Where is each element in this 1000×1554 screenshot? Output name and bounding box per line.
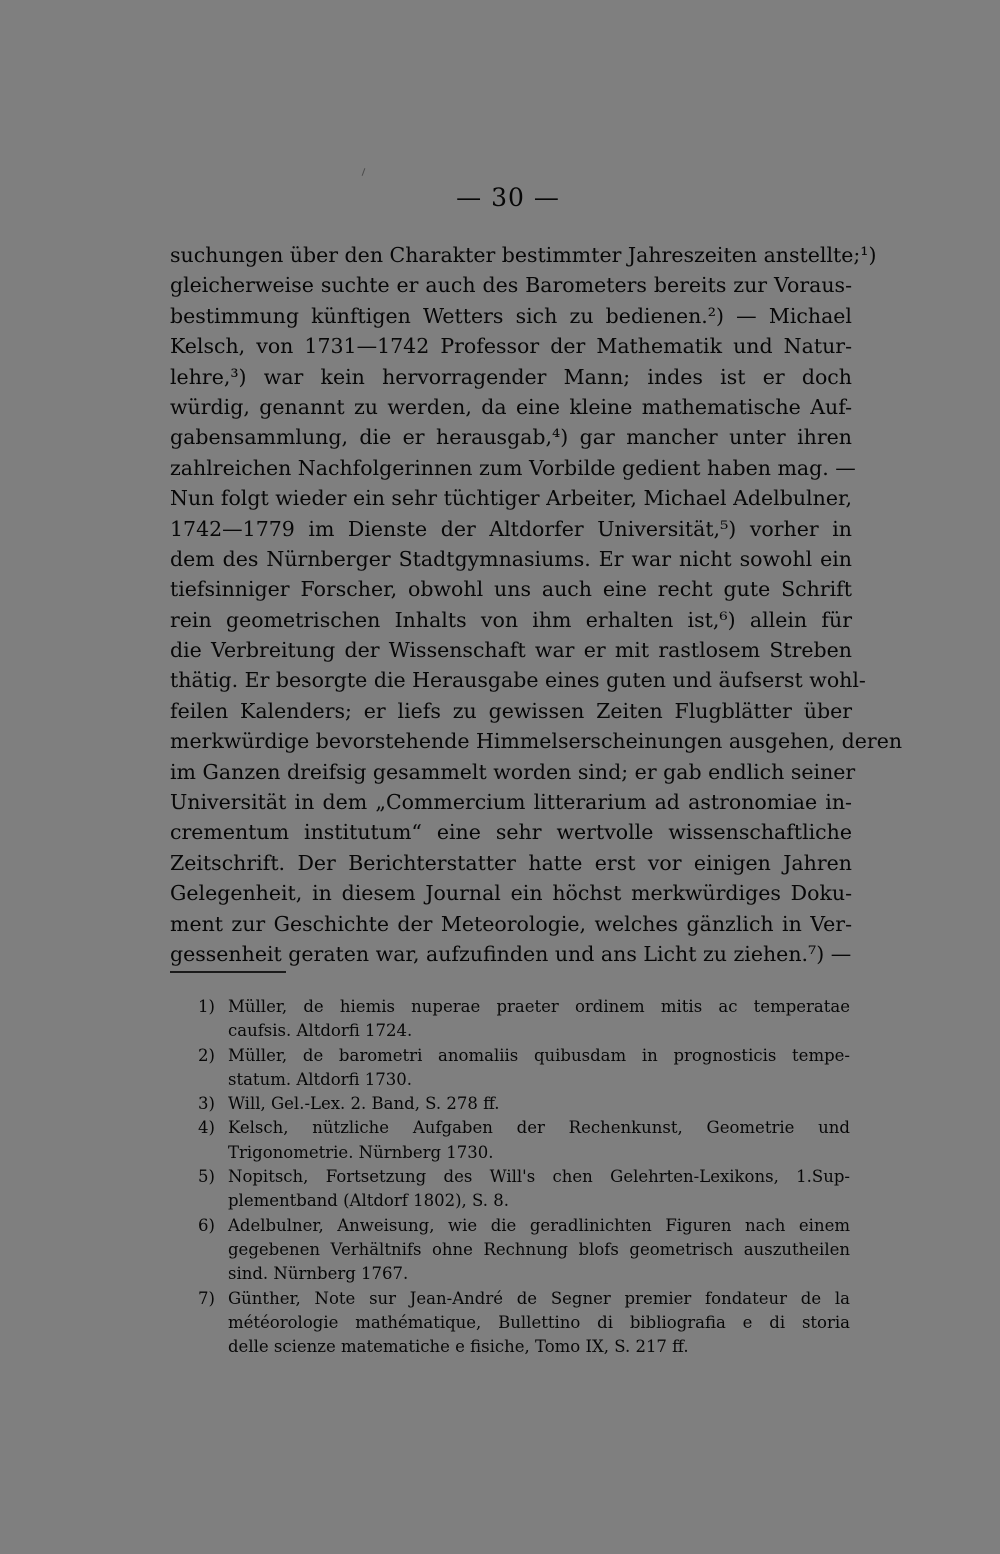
footnote-line: sind. Nürnberg 1767. (228, 1264, 409, 1284)
footnote-7 (170, 1287, 850, 1360)
footnote-line: statum. Altdorfi 1730. (228, 1069, 413, 1089)
footnote-number: 1) (198, 997, 215, 1016)
footnote-rule (170, 971, 286, 973)
footnote-4 (170, 1116, 850, 1165)
body-line: die Verbreitung der Wissenschaft war er mit rastlosem Streben (170, 638, 852, 663)
body-line: zahlreichen Nachfolgerinnen zum Vorbilde gedient haben mag. — (170, 455, 856, 480)
footnote-5 (170, 1165, 850, 1214)
stray-mark (362, 168, 366, 176)
body-line: würdig, genannt zu werden, da eine kleine mathematische Auf- (170, 394, 852, 419)
body-line: crementum institutum“ eine sehr wertvolle wissenschaftliche (170, 820, 852, 845)
body-line: Nun folgt wieder ein sehr tüchtiger Arbeiter, Michael Adelbulner, (170, 486, 853, 511)
body-line: thätig. Er besorgte die Herausgabe eines guten und äufserst wohl- (170, 668, 866, 693)
footnote-2 (170, 1044, 850, 1093)
footnote-line: gegebenen Verhältnifs ohne Rechnung blofs geometrisch auszutheilen (228, 1239, 850, 1259)
footnote-number: 7) (198, 1288, 215, 1308)
footnote-line: plementband (Altdorf 1802), S. 8. (228, 1191, 509, 1211)
footnote-1 (170, 995, 850, 1044)
body-line: bestimmung künftigen Wetters sich zu bedienen.²) — Michael (170, 303, 852, 328)
body-line: Zeitschrift. Der Berichterstatter hatte erst vor einigen Jahren (170, 850, 852, 875)
footnote-number: 2) (198, 1045, 215, 1065)
footnote-number: 6) (198, 1215, 215, 1235)
body-line: Gelegenheit, in diesem Journal ein höchst merkwürdiges Doku- (170, 881, 852, 906)
body-line: gleicherweise suchte er auch des Barometers bereits zur Voraus- (170, 273, 852, 298)
body-line: Kelsch, von 1731—1742 Professor der Mathematik und Natur- (170, 334, 852, 359)
footnote-number: 4) (198, 1118, 215, 1138)
page-number: — 30 — (456, 183, 560, 212)
body-line: merkwürdige bevorstehende Himmelserscheinungen ausgehen, deren (170, 729, 903, 754)
footnote-number: 3) (198, 1094, 215, 1114)
footnote-line: Will, Gel.-Lex. 2. Band, S. 278 ff. (228, 1094, 500, 1114)
footnote-line: caufsis. Altdorfi 1724. (228, 1021, 413, 1041)
footnote-line: Trigonometrie. Nürnberg 1730. (228, 1142, 494, 1162)
body-line: Universität in dem „Commercium litterarium ad astronomiae in- (170, 790, 852, 815)
body-line: feilen Kalenders; er liefs zu gewissen Zeiten Flugblätter über (170, 698, 852, 723)
body-line: dem des Nürnberger Stadtgymnasiums. Er war nicht sowohl ein (170, 546, 852, 571)
footnote-3 (170, 1092, 850, 1116)
body-line: lehre,³) war kein hervorragender Mann; indes ist er doch (170, 364, 852, 389)
body-line: im Ganzen dreifsig gesammelt worden sind; er gab endlich seiner (170, 759, 856, 784)
body-line: 1742—1779 im Dienste der Altdorfer Universität,⁵) vorher in (170, 516, 852, 541)
footnote-line: Günther, Note sur Jean-André de Segner premier fondateur de la (228, 1288, 850, 1308)
footnote-line: Adelbulner, Anweisung, wie die geradlinichten Figuren nach einem (228, 1215, 850, 1235)
body-line: tiefsinniger Forscher, obwohl uns auch eine recht gute Schrift (170, 577, 852, 602)
body-line: suchungen über den Charakter bestimmter Jahreszeiten anstellte;¹) (170, 243, 877, 267)
body-text (170, 240, 903, 969)
footnote-line: Nopitsch, Fortsetzung des Will's chen Gelehrten-Lexikons, 1.Sup- (228, 1167, 850, 1187)
body-line: gessenheit geraten war, aufzufinden und ans Licht zu ziehen.⁷) — (170, 941, 852, 966)
footnote-line: météorologie mathématique, Bullettino di bibliografia e di storia (228, 1312, 850, 1332)
footnote-6 (170, 1214, 850, 1287)
footnote-line: Müller, de barometri anomaliis quibusdam in prognosticis tempe- (228, 1045, 850, 1065)
footnote-line: delle scienze matematiche e fisiche, Tomo IX, S. 217 ff. (228, 1337, 689, 1357)
footnotes (170, 995, 850, 1359)
body-line: ment zur Geschichte der Meteorologie, welches gänzlich in Ver- (170, 911, 852, 936)
footnote-number: 5) (198, 1167, 215, 1187)
footnote-line: Kelsch, nützliche Aufgaben der Rechenkunst, Geometrie und (228, 1118, 850, 1138)
footnote-line: Müller, de hiemis nuperae praeter ordinem mitis ac temperatae (228, 997, 850, 1016)
body-line: rein geometrischen Inhalts von ihm erhalten ist,⁶) allein für (170, 607, 852, 632)
body-line: gabensammlung, die er herausgab,⁴) gar mancher unter ihren (170, 425, 852, 450)
